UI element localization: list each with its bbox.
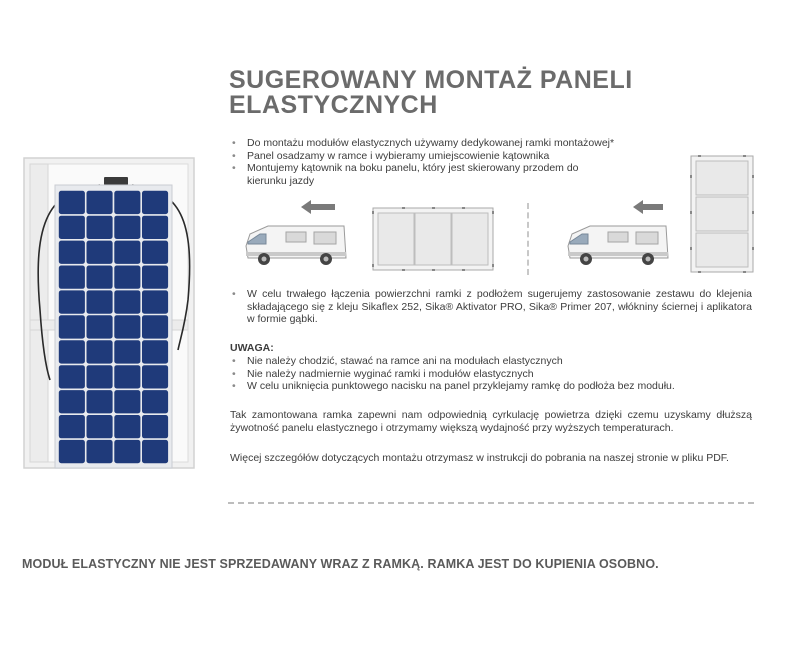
solar-cell bbox=[59, 216, 85, 239]
title-line-1: SUGEROWANY MONTAŻ PANELI bbox=[229, 66, 633, 94]
warning-list bbox=[230, 355, 760, 393]
solar-cell bbox=[87, 365, 113, 388]
solar-cell bbox=[142, 340, 168, 363]
solar-cell bbox=[142, 216, 168, 239]
solar-cell bbox=[114, 216, 140, 239]
mounting-steps-list bbox=[230, 137, 750, 187]
solar-cell bbox=[87, 266, 113, 289]
solar-cell bbox=[87, 241, 113, 264]
vertical-frame-diagram bbox=[690, 155, 754, 273]
horizontal-frame-diagram bbox=[372, 207, 494, 271]
solar-cell bbox=[59, 266, 85, 289]
solar-cell bbox=[87, 191, 113, 214]
camper-van-icon bbox=[566, 222, 672, 268]
solar-cell bbox=[87, 340, 113, 363]
solar-cell bbox=[142, 390, 168, 413]
list-item: • W celu uniknięcia punktowego nacisku na panel przyklejamy ramkę do podłoża bez modułu. bbox=[230, 380, 760, 393]
solar-cell bbox=[59, 390, 85, 413]
list-item: • Panel osadzamy w ramce i wybieramy umiejscowienie kątownika bbox=[230, 150, 750, 163]
solar-cell bbox=[114, 390, 140, 413]
solar-cell bbox=[142, 191, 168, 214]
solar-cell bbox=[142, 415, 168, 438]
solar-cell bbox=[87, 415, 113, 438]
solar-cell bbox=[87, 216, 113, 239]
list-item: • Montujemy kątownik na boku panelu, który jest skierowany przodem do kierunku jazdy bbox=[230, 162, 587, 187]
footer-notice: MODUŁ ELASTYCZNY NIE JEST SPRZEDAWANY WRAZ Z RAMKĄ. RAMKA JEST DO KUPIENIA OSOBNO. bbox=[22, 557, 659, 571]
solar-cell bbox=[59, 290, 85, 313]
list-item: • W celu trwałego łączenia powierzchni ramki z podłożem sugerujemy zastosowanie zestawu do klejenia składającego się z kleju Sikaflex 252, Sika® Aktivator PRO, Sika® Primer 207, włókniny ściernej i aplikatora w formie gąbki. bbox=[230, 288, 752, 326]
solar-cell bbox=[142, 290, 168, 313]
solar-cell bbox=[87, 440, 113, 463]
pdf-info-paragraph: Więcej szczegółów dotyczących montażu otrzymasz w instrukcji do pobrania na naszej stronie w pliku PDF. bbox=[230, 452, 729, 464]
camper-van-icon bbox=[244, 222, 350, 268]
solar-cell bbox=[59, 365, 85, 388]
solar-cell bbox=[114, 266, 140, 289]
solar-cell bbox=[114, 191, 140, 214]
solar-cell bbox=[59, 415, 85, 438]
solar-cell bbox=[114, 290, 140, 313]
solar-cell bbox=[142, 315, 168, 338]
list-item: • Nie należy nadmiernie wyginać ramki i modułów elastycznych bbox=[230, 368, 760, 381]
warning-heading: UWAGA: bbox=[230, 342, 274, 354]
solar-cell bbox=[114, 415, 140, 438]
solar-cell bbox=[87, 390, 113, 413]
solar-panel-with-frame-image bbox=[20, 150, 220, 480]
divider bbox=[228, 502, 754, 504]
solar-cell bbox=[114, 241, 140, 264]
arrow-left-icon bbox=[633, 199, 665, 215]
solar-cell bbox=[142, 266, 168, 289]
solar-cell bbox=[59, 440, 85, 463]
solar-cell bbox=[142, 440, 168, 463]
solar-cell bbox=[59, 191, 85, 214]
solar-cell bbox=[59, 340, 85, 363]
solar-cell bbox=[87, 315, 113, 338]
solar-cell bbox=[114, 440, 140, 463]
solar-cell bbox=[142, 365, 168, 388]
list-item: • Do montażu modułów elastycznych używamy dedykowanej ramki montażowej* bbox=[230, 137, 750, 150]
title-line-2: ELASTYCZNYCH bbox=[229, 91, 438, 119]
solar-cell bbox=[59, 241, 85, 264]
arrow-left-icon bbox=[301, 199, 337, 215]
page-title bbox=[229, 68, 749, 118]
list-item: • Nie należy chodzić, stawać na ramce ani na modułach elastycznych bbox=[230, 355, 760, 368]
solar-cell bbox=[59, 315, 85, 338]
solar-cell bbox=[114, 340, 140, 363]
solar-cell bbox=[114, 365, 140, 388]
adhesive-kit-list bbox=[230, 288, 752, 326]
solar-cell bbox=[114, 315, 140, 338]
solar-cell bbox=[87, 290, 113, 313]
divider-vertical bbox=[527, 203, 529, 275]
solar-cell bbox=[142, 241, 168, 264]
ventilation-paragraph: Tak zamontowana ramka zapewni nam odpowiednią cyrkulację powietrza dzięki czemu uzyskamy dłuższą żywotność panelu elastycznego i otrzymamy większą wydajność przy wyższych temperaturach. bbox=[230, 409, 752, 434]
